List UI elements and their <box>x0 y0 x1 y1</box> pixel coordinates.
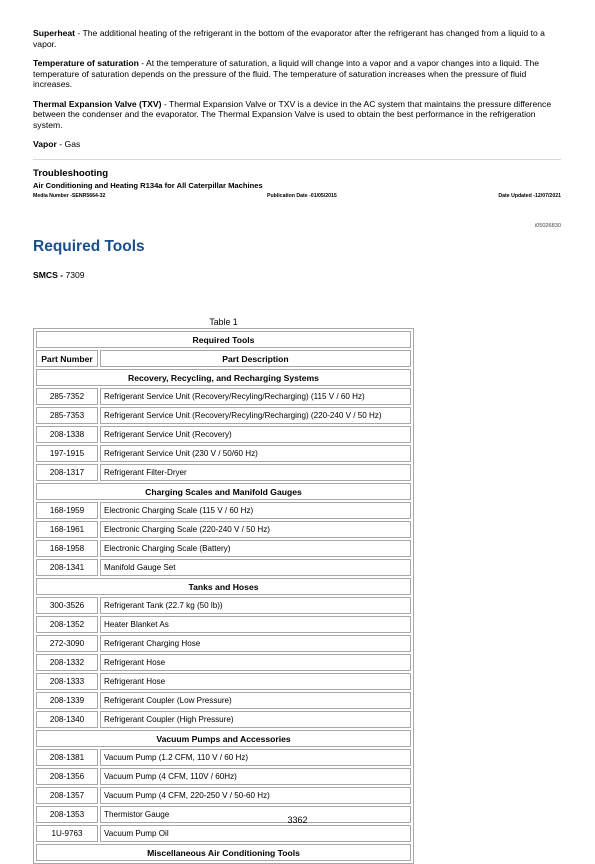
part-number-cell: 208-1340 <box>36 711 98 728</box>
part-number-cell: 208-1338 <box>36 426 98 443</box>
table-row <box>36 787 411 804</box>
page-number: 3362 <box>287 815 308 825</box>
table-row <box>36 407 411 424</box>
group-header: Miscellaneous Air Conditioning Tools <box>36 844 411 861</box>
definition-term: Superheat <box>33 28 76 38</box>
group-header: Tanks and Hoses <box>36 578 411 595</box>
table-row <box>36 654 411 671</box>
part-description-cell: Vacuum Pump (4 CFM, 220-250 V / 50-60 Hz) <box>100 787 411 804</box>
publication-date: Publication Date -01/05/2015 <box>267 192 337 199</box>
part-number-cell: 285-7352 <box>36 388 98 405</box>
table-row <box>36 768 411 785</box>
definition-term: Temperature of saturation <box>33 58 139 68</box>
table-row <box>36 616 411 633</box>
part-number-cell: 300-3526 <box>36 597 98 614</box>
table-caption: Table 1 <box>209 317 238 327</box>
part-description-cell: Refrigerant Tank (22.7 kg (50 lb)) <box>100 597 411 614</box>
required-tools-table <box>33 328 414 864</box>
part-number-cell: 208-1317 <box>36 464 98 481</box>
table-row <box>36 464 411 481</box>
part-description-cell: Heater Blanket As <box>100 616 411 633</box>
table-row <box>36 502 411 519</box>
date-updated: Date Updated -12/07/2021 <box>498 192 561 199</box>
definition-text: - At the temperature of saturation, a liquid will change into a vapor and a vapor changes into a liquid. The temperature of saturation depends on the pressure of the fluid. The temperature of saturation increases when the pressure of fluid increases. <box>33 58 540 89</box>
part-number-cell: 208-1341 <box>36 559 98 576</box>
part-number-cell: 168-1961 <box>36 521 98 538</box>
document-header <box>33 168 561 199</box>
part-number-cell: 208-1333 <box>36 673 98 690</box>
header-divider <box>33 159 561 160</box>
definition-item <box>33 99 561 131</box>
definition-term: Thermal Expansion Valve (TXV) <box>33 98 162 109</box>
smcs-code <box>33 270 561 280</box>
part-description-cell: Refrigerant Service Unit (Recovery/Recyling/Recharging) (220-240 V / 50 Hz) <box>100 407 411 424</box>
part-number-cell: 1U-9763 <box>36 825 98 842</box>
group-header: Recovery, Recycling, and Recharging Systems <box>36 369 411 386</box>
table-row <box>36 540 411 557</box>
part-number-cell: 208-1356 <box>36 768 98 785</box>
part-number-cell: 168-1958 <box>36 540 98 557</box>
header-subtitle: Air Conditioning and Heating R134a for All Caterpillar Machines <box>33 180 263 190</box>
part-number-cell: 208-1353 <box>36 806 98 823</box>
table-row <box>36 635 411 652</box>
table-row <box>36 597 411 614</box>
table-row <box>36 521 411 538</box>
part-description-cell: Electronic Charging Scale (115 V / 60 Hz) <box>100 502 411 519</box>
table-title: Required Tools <box>36 331 411 348</box>
table-row <box>36 388 411 405</box>
smcs-value: 7309 <box>65 269 85 280</box>
part-number-cell: 208-1357 <box>36 787 98 804</box>
group-header: Charging Scales and Manifold Gauges <box>36 483 411 500</box>
table-row <box>36 692 411 709</box>
part-number-cell: 208-1352 <box>36 616 98 633</box>
part-description-cell: Electronic Charging Scale (Battery) <box>100 540 411 557</box>
part-description-cell: Vacuum Pump (4 CFM, 110V / 60Hz) <box>100 768 411 785</box>
part-description-cell: Refrigerant Coupler (Low Pressure) <box>100 692 411 709</box>
part-number-cell: 197-1915 <box>36 445 98 462</box>
part-description-cell: Vacuum Pump (1.2 CFM, 110 V / 60 Hz) <box>100 749 411 766</box>
table-row <box>36 749 411 766</box>
definition-term: Vapor <box>33 139 57 149</box>
definition-item <box>33 139 561 150</box>
definitions-list <box>33 28 561 150</box>
header-title: Troubleshooting <box>33 167 109 179</box>
part-description-cell: Refrigerant Coupler (High Pressure) <box>100 711 411 728</box>
part-description-cell: Electronic Charging Scale (220-240 V / 50 Hz) <box>100 521 411 538</box>
table-row <box>36 825 411 842</box>
section-title: Required Tools <box>33 237 145 255</box>
table-row <box>36 559 411 576</box>
part-number-cell: 208-1381 <box>36 749 98 766</box>
group-header: Vacuum Pumps and Accessories <box>36 730 411 747</box>
table-row <box>36 445 411 462</box>
column-header-part-description: Part Description <box>100 350 411 367</box>
definition-text: - Gas <box>56 139 81 149</box>
part-description-cell: Thermistor Gauge <box>100 806 411 823</box>
definition-text: - The additional heating of the refrigerant in the bottom of the evaporator after the refrigerant has changed from a liquid to a vapor. <box>33 28 545 49</box>
part-description-cell: Refrigerant Hose <box>100 673 411 690</box>
part-description-cell: Vacuum Pump Oil <box>100 825 411 842</box>
part-number-cell: 168-1959 <box>36 502 98 519</box>
part-number-cell: 285-7353 <box>36 407 98 424</box>
part-description-cell: Refrigerant Service Unit (Recovery/Recyling/Recharging) (115 V / 60 Hz) <box>100 388 411 405</box>
part-description-cell: Refrigerant Service Unit (230 V / 50/60 Hz) <box>100 445 411 462</box>
part-description-cell: Refrigerant Service Unit (Recovery) <box>100 426 411 443</box>
table-row <box>36 426 411 443</box>
part-number-cell: 208-1332 <box>36 654 98 671</box>
table-row <box>36 673 411 690</box>
part-description-cell: Refrigerant Filter-Dryer <box>100 464 411 481</box>
part-number-cell: 208-1339 <box>36 692 98 709</box>
definition-text: - Thermal Expansion Valve or TXV is a device in the AC system that maintains the pressure difference between the condenser and the evaporator. The Thermal Expansion Valve is used to obtain the best performance in the refrigeration system. <box>33 98 552 130</box>
column-header-part-number: Part Number <box>36 350 98 367</box>
definition-item <box>33 28 561 49</box>
table-row <box>36 711 411 728</box>
definition-item <box>33 58 561 90</box>
media-number: Media Number -SENR5664-32 <box>33 192 106 199</box>
part-description-cell: Refrigerant Hose <box>100 654 411 671</box>
part-description-cell: Refrigerant Charging Hose <box>100 635 411 652</box>
smcs-label: SMCS - <box>33 269 66 280</box>
header-meta <box>33 193 561 199</box>
part-description-cell: Manifold Gauge Set <box>100 559 411 576</box>
image-id: i05026830 <box>534 222 561 229</box>
part-number-cell: 272-3090 <box>36 635 98 652</box>
